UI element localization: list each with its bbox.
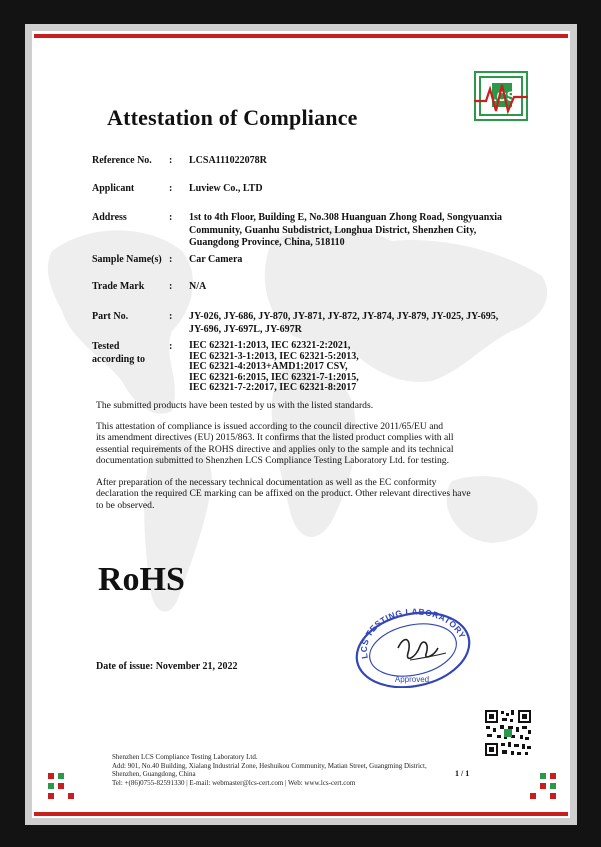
corner-ornament-left-icon [46,771,78,803]
address-line: Community, Guanhu Subdistrict, Longhua District, Shenzhen City, [189,224,477,236]
paragraph-line: documentation submitted to Shenzhen LCS Compliance Testing Laboratory Ltd. for testing. [96,455,449,467]
sample-name-label: Sample Name(s) [92,254,162,265]
tested-label-line: Tested [92,341,120,352]
paragraph-tested-statement [96,400,526,411]
trade-mark-label: Trade Mark [92,281,145,292]
paragraph-line: This attestation of compliance is issued according to the council directive 2011/65/EU and [96,421,444,432]
standard-line: IEC 62321-7-2:2017, IEC 62321-8:2017 [189,382,357,394]
applicant-colon: : [169,183,173,194]
applicant-label: Applicant [92,183,135,194]
lab-footer [112,753,427,787]
issue-date: Date of issue: November 21, 2022 [96,661,238,672]
reference-colon: : [169,155,173,166]
page-number: 1 / 1 [455,769,470,778]
address-value [189,212,519,250]
paragraph-line: its amendment directives (EU) 2015/863. It confirms that the listed product complies with all [96,432,454,444]
applicant-value: Luview Co., LTD [189,183,263,194]
trade-mark-value: N/A [189,281,207,292]
standard-line: IEC 62321-1:2013, IEC 62321-2:2021, [189,340,351,351]
certificate-paper [32,31,570,818]
sample-name-colon: : [169,254,173,265]
corner-ornament-right-icon [526,771,558,803]
paragraph-line: essential requirements of the ROHS directive and applies only to the sample and its technical [96,443,454,455]
address-label: Address [92,212,127,223]
standard-line: IEC 62321-6:2015, IEC 62321-7-1:2015, [189,371,359,383]
document-title: Attestation of Compliance [107,105,358,130]
lcs-logo-icon [474,71,528,121]
footer-line: Shenzhen LCS Compliance Testing Laboratory Ltd. [112,753,258,761]
lab-stamp-icon [350,598,475,688]
paragraph-line: to be observed. [96,499,155,511]
standard-line: IEC 62321-3-1:2013, IEC 62321-5:2013, [189,350,359,362]
bottom-red-border [34,812,568,816]
tested-value [189,341,519,394]
address-line: Guangdong Province, China, 518110 [189,237,345,248]
reference-value: LCSA111022078R [189,155,267,166]
tested-label-line: according to [92,353,146,365]
standard-line: IEC 62321-4:2013+AMD1:2017 CSV, [189,361,348,373]
stamp-ring-text: LCS TESTING LABORATORY [358,606,468,660]
address-colon: : [169,212,173,223]
reference-label: Reference No. [92,155,152,166]
trade-mark-colon: : [169,281,173,292]
paragraph-directive [96,421,526,467]
part-no-line: JY-026, JY-686, JY-870, JY-871, JY-872, JY-874, JY-879, JY-025, JY-695, [189,311,499,322]
logo-letters: LCS [488,88,516,104]
stamp-bottom-text: Approved [394,675,430,684]
part-no-value [189,311,519,336]
footer-line: Tel: +(86)0755-82591330 | E-mail: webmaster@lcs-cert.com | Web: www.lcs-cert.com [112,778,356,787]
top-red-border [34,34,568,38]
footer-line: Shenzhen, Guangdong, China [112,770,196,779]
part-no-colon: : [169,311,173,322]
qr-code-icon [484,709,532,757]
footer-line: Add: 901, No.40 Building, Xialang Industrial Zone, Heshuikou Community, Matian Street, Guangming District, [112,761,427,770]
paragraph-ce-marking [96,477,526,511]
paragraph-line: The submitted products have been tested by us with the listed standards. [96,400,374,411]
paragraph-line: After preparation of the necessary technical documentation as well as the EC conformity [96,477,437,488]
paragraph-line: declaration the required CE marking can be affixed on the product. Other relevant directives have [96,488,471,500]
address-line: 1st to 4th Floor, Building E, No.308 Huanguan Zhong Road, Songyuanxia [189,212,503,223]
rohs-mark: RoHS [98,561,185,598]
tested-colon: : [169,341,173,352]
tested-label [92,341,145,366]
part-no-line: JY-696, JY-697L, JY-697R [189,323,302,335]
sample-name-value: Car Camera [189,254,243,265]
part-no-label: Part No. [92,311,129,322]
